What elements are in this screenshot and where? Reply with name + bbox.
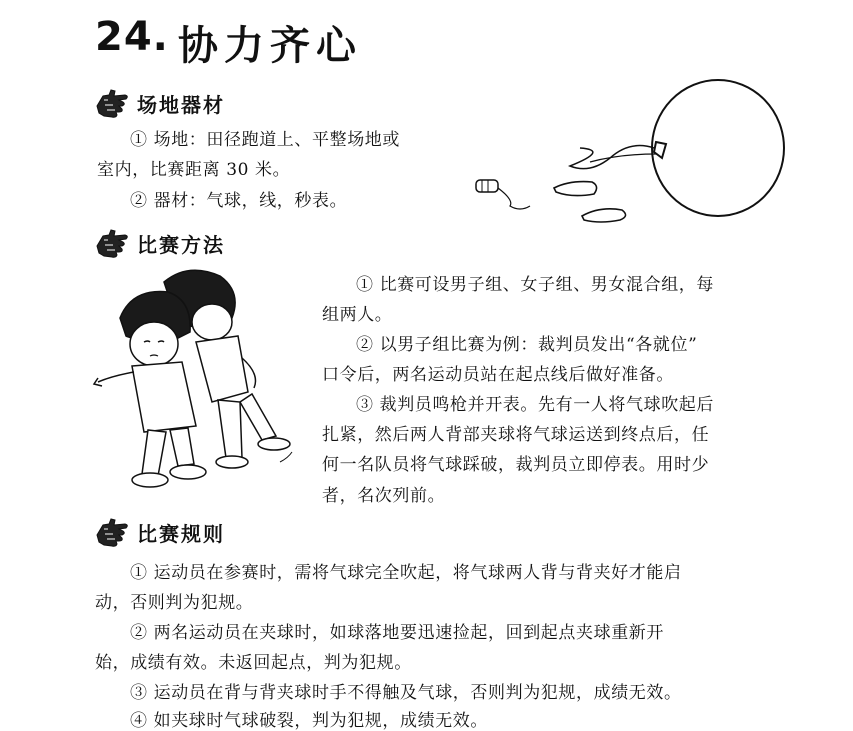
text-line: 口令后，两名运动员站在起点线后做好准备。 [322, 365, 674, 385]
text-line: 组两人。 [322, 305, 393, 325]
section-heading-label: 场地器材 [137, 93, 225, 117]
title-number: 24. [95, 14, 169, 60]
section-heading-rules [95, 515, 315, 549]
pointing-hand-icon [95, 86, 131, 120]
two-boys-back-to-back-icon [92, 262, 304, 494]
text-line: ① 场地：田径跑道上、平整场地或 [130, 130, 401, 150]
text-line: 者，名次列前。 [322, 486, 446, 506]
text-line: 室内，比赛距离 30 米。 [97, 160, 291, 180]
text-line: ④ 如夹球时气球破裂，判为犯规，成绩无效。 [130, 711, 489, 731]
balloon-icon [470, 70, 790, 230]
page-title: 协力齐心 [178, 23, 362, 69]
text-line: ② 以男子组比赛为例：裁判员发出“各就位” [356, 335, 698, 355]
section-heading-equipment [95, 86, 315, 120]
text-line: ① 比赛可设男子组、女子组、男女混合组，每 [356, 275, 715, 295]
text-line: ① 运动员在参赛时，需将气球完全吹起，将气球两人背与背夹好才能启 [130, 563, 682, 583]
text-line: 始，成绩有效。未返回起点，判为犯规。 [95, 653, 412, 673]
text-line: ③ 裁判员鸣枪并开表。先有一人将气球吹起后 [356, 395, 715, 415]
pointing-hand-icon [95, 226, 131, 260]
text-line: 扎紧，然后两人背部夹球将气球运送到终点后，任 [322, 425, 710, 445]
section-heading-label: 比赛规则 [137, 522, 225, 546]
section-heading-method [95, 226, 315, 260]
pointing-hand-icon [95, 515, 131, 549]
text-line: ② 器材：气球，线，秒表。 [130, 191, 348, 211]
text-line: ② 两名运动员在夹球时，如球落地要迅速捡起，回到起点夹球重新开 [130, 623, 665, 643]
text-line: 动，否则判为犯规。 [95, 593, 254, 613]
text-line: 何一名队员将气球踩破，裁判员立即停表。用时少 [322, 455, 710, 475]
section-heading-label: 比赛方法 [137, 233, 225, 257]
text-line: ③ 运动员在背与背夹球时手不得触及气球，否则判为犯规，成绩无效。 [130, 683, 682, 703]
